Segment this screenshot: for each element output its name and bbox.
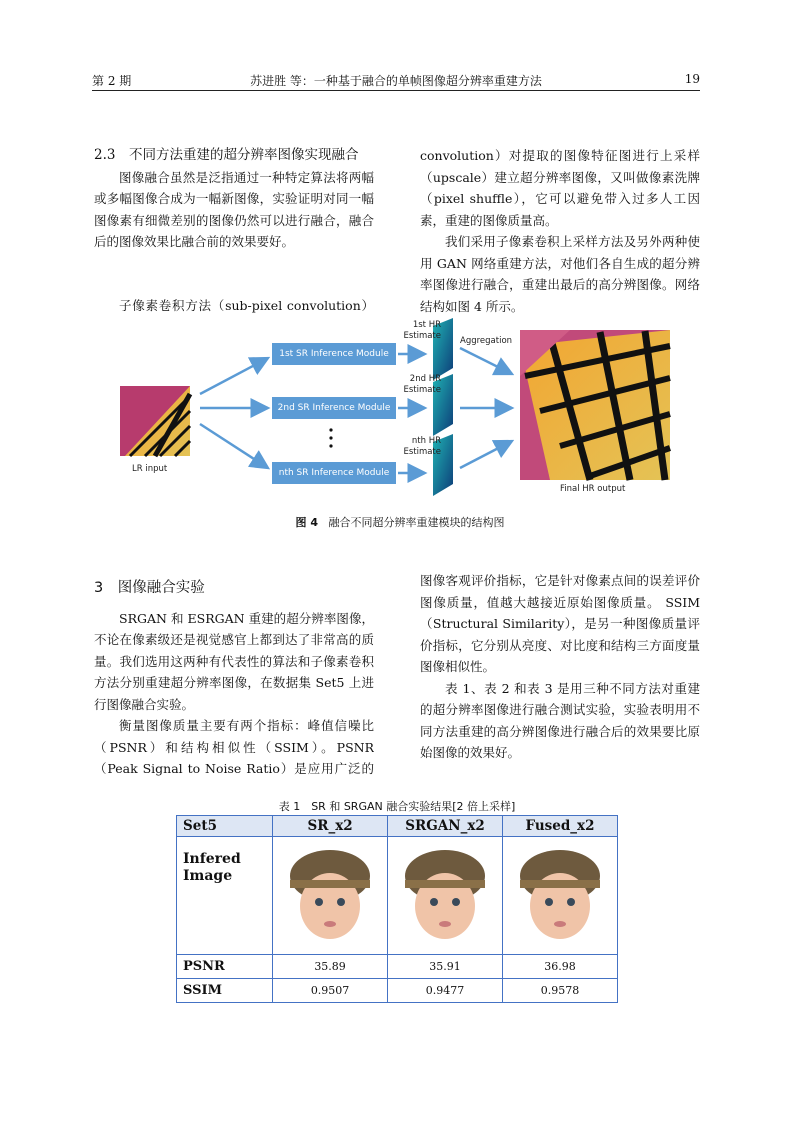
table-cell: 0.9477 (388, 979, 503, 1003)
sr-inference-module-1: 1st SR Inference Module (272, 343, 396, 365)
lr-input-image (120, 386, 190, 456)
figure-caption-text: 融合不同超分辨率重建模块的结构图 (328, 516, 505, 529)
paragraph: 我们采用子像素卷积上采样方法及另外两种使用 GAN 网络重建方法，对他们各自生成的超分辨率图像进行融合，重建出最后的高分辨图像。网络结构如图 4 所示。 (420, 234, 700, 314)
column-header: SR_x2 (273, 816, 388, 837)
image-cell (503, 837, 618, 955)
section-heading-2-3: 2.3 不同方法重建的超分辨率图像实现融合 (94, 147, 359, 163)
baby-image-sr (284, 850, 376, 942)
hr-estimate-label-n: nth HR Estimate (403, 436, 441, 457)
table-row (177, 955, 618, 979)
results-table (176, 815, 618, 1003)
table-cell: 36.98 (503, 955, 618, 979)
final-hr-output-label: Final HR output (560, 484, 626, 494)
lr-input-label: LR input (132, 464, 168, 474)
issue-number: 第 2 期 (92, 74, 132, 88)
section-3-right-column (420, 570, 700, 764)
final-hr-output-image (520, 330, 670, 480)
paragraph: 表 1、表 2 和表 3 是用三种不同方法对重建的超分辨率图像进行融合测试实验，实验表明用不同方法重建的高分辨图像进行融合后的效果要比原始图像的效果好。 (420, 680, 700, 760)
paragraph: SRGAN 和 ESRGAN 重建的超分辨率图像，不论在像素级还是视觉感官上都到达了非常高的质量。我们选用这两种有代表性的算法和子像素卷积方法分别重建超分辨率图像，在数据集 Set5 上进行图像融合实验。 (94, 610, 374, 712)
column-header: SRGAN_x2 (388, 816, 503, 837)
row-label: PSNR (177, 955, 273, 979)
paragraph: 图像融合虽然是泛指通过一种特定算法将两幅或多幅图像合成为一幅新图像，实验证明对同一幅图像素有细微差别的图像仍然可以进行融合，融合后的图像效果比融合前的效果要好。 (94, 169, 374, 249)
table-cell: 35.91 (388, 955, 503, 979)
hr-estimate-label-1: 1st HR Estimate (403, 320, 441, 341)
table-row (177, 979, 618, 1003)
figure-number: 图 4 (295, 516, 318, 529)
page-number: 19 (684, 72, 700, 86)
running-title: 苏进胜 等：一种基于融合的单帧图像超分辨率重建方法 (250, 74, 542, 88)
aggregation-label: Aggregation (460, 336, 513, 346)
row-label: SSIM (177, 979, 273, 1003)
sr-inference-module-n: nth SR Inference Module (272, 462, 396, 484)
table-header-row (177, 816, 618, 837)
column-header: Set5 (177, 816, 273, 837)
table-cell: 35.89 (273, 955, 388, 979)
right-column-top (420, 145, 700, 317)
table-row (177, 837, 618, 955)
paragraph: 子像素卷积方法（sub-pixel convolution） (119, 298, 374, 313)
section-heading-3: 3 图像融合实验 (94, 580, 205, 596)
table-cell: 0.9507 (273, 979, 388, 1003)
hr-estimate-label-2: 2nd HR Estimate (403, 374, 441, 395)
figure-4-caption (120, 514, 680, 530)
table-cell: 0.9578 (503, 979, 618, 1003)
figure-4 (120, 316, 680, 502)
image-cell (273, 837, 388, 955)
image-cell (388, 837, 503, 955)
paragraph: 衡量图像质量主要有两个指标：峰值信噪比（PSNR）和结构相似性（SSIM）。PSNR（Peak Signal to Noise Ratio）是应用广泛的 (94, 718, 374, 776)
running-header (92, 70, 700, 91)
paragraph-continued: 图像客观评价指标，它是针对像素点间的误差评价图像质量，值越大越接近原始图像质量。 SSIM（Structural Similarity），是另一种图像质量评价指标，它分别从亮度、对比度和结构三方面度量图像相似性。 (420, 573, 700, 674)
baby-image-fused (514, 850, 606, 942)
baby-image-srgan (399, 850, 491, 942)
left-column-continuation (94, 295, 374, 317)
section-3-left-column (94, 578, 374, 779)
table-1-caption: 表 1 SR 和 SRGAN 融合实验结果[2 倍上采样] (278, 800, 516, 813)
paragraph-continued: convolution）对提取的图像特征图进行上采样（upscale）建立超分辨率图像，又叫做像素洗牌（pixel shuffle），它可以避免带入过多人工因素，重建的图像质量高。 (420, 148, 700, 228)
figure-4-diagram (120, 316, 680, 502)
column-header: Fused_x2 (503, 816, 618, 837)
left-column-top (94, 145, 374, 253)
sr-inference-module-2: 2nd SR Inference Module (272, 397, 396, 419)
row-label: Infered Image (177, 837, 273, 955)
